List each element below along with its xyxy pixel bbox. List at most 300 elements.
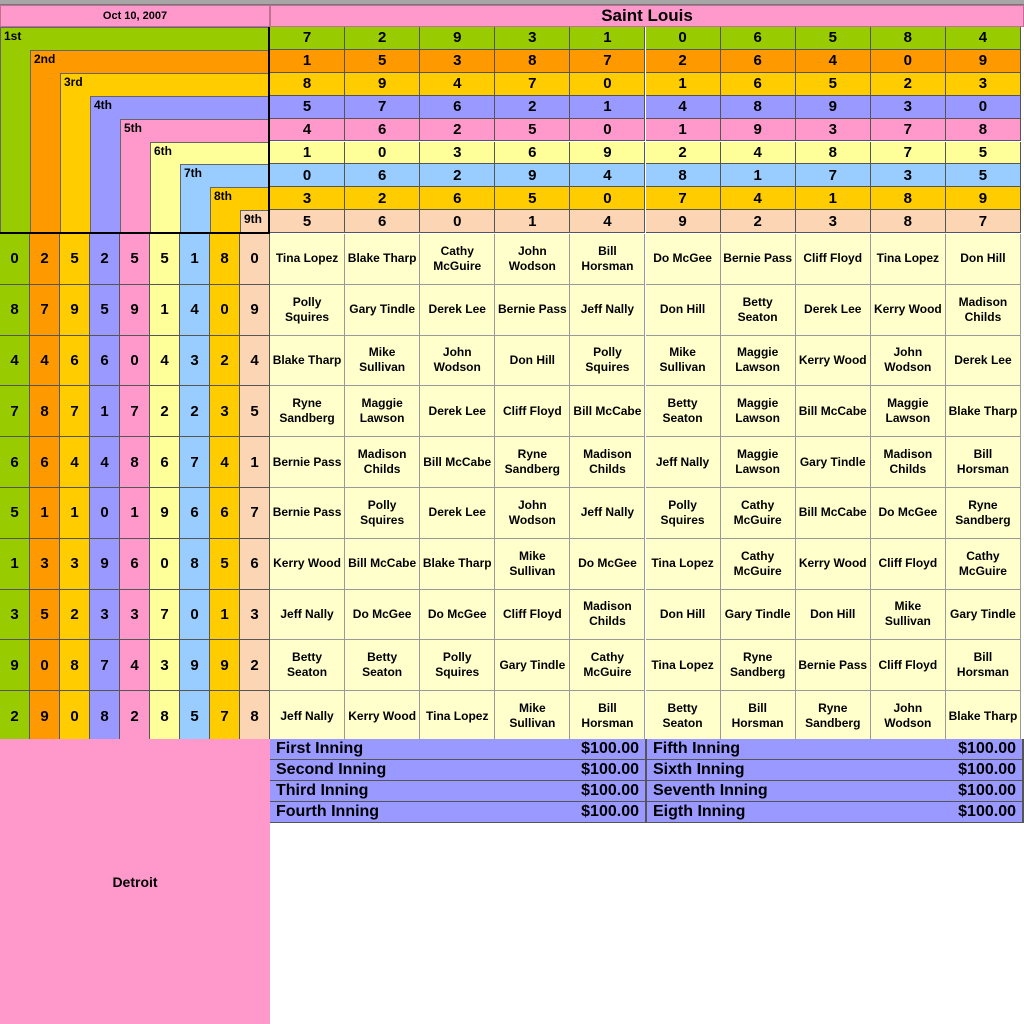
top-number-cell: 4 bbox=[721, 142, 796, 165]
top-number-cell: 4 bbox=[570, 164, 645, 187]
side-number-cell: 4 bbox=[0, 336, 30, 387]
side-number-cell: 7 bbox=[150, 590, 180, 641]
square-name-cell[interactable]: Gary Tindle bbox=[946, 590, 1021, 641]
square-name-cell[interactable]: Don Hill bbox=[946, 234, 1021, 285]
top-number-cell: 1 bbox=[570, 96, 645, 119]
square-name-cell[interactable]: Maggie Lawson bbox=[871, 386, 946, 437]
side-number-cell: 8 bbox=[60, 640, 90, 691]
square-name-cell[interactable]: Jeff Nally bbox=[270, 691, 345, 742]
side-number-cell: 1 bbox=[30, 488, 60, 539]
prize-label: Fifth Inning bbox=[653, 740, 741, 757]
side-number-cell: 9 bbox=[150, 488, 180, 539]
square-name-cell[interactable]: Bill Horsman bbox=[946, 437, 1021, 488]
square-name-cell[interactable]: Kerry Wood bbox=[871, 285, 946, 336]
side-number-cell: 1 bbox=[0, 539, 30, 590]
prize-row bbox=[270, 760, 647, 781]
prize-label: First Inning bbox=[276, 740, 364, 757]
top-number-cell: 5 bbox=[495, 187, 570, 210]
top-number-cell: 7 bbox=[646, 187, 721, 210]
square-name-cell[interactable]: Bill McCabe bbox=[796, 386, 871, 437]
side-number-cell: 9 bbox=[180, 640, 210, 691]
side-number-cell: 4 bbox=[30, 336, 60, 387]
square-name-cell[interactable]: Bernie Pass bbox=[270, 488, 345, 539]
top-number-cell: 2 bbox=[721, 210, 796, 233]
side-number-cell: 5 bbox=[90, 285, 120, 336]
side-number-cell: 1 bbox=[120, 488, 150, 539]
top-number-cell: 6 bbox=[495, 142, 570, 165]
side-number-cell: 6 bbox=[180, 488, 210, 539]
square-name-cell[interactable]: Jeff Nally bbox=[570, 488, 645, 539]
side-number-cell: 6 bbox=[120, 539, 150, 590]
side-number-cell: 8 bbox=[240, 691, 270, 742]
top-number-cell: 7 bbox=[796, 164, 871, 187]
square-name-cell[interactable]: Bill McCabe bbox=[420, 437, 495, 488]
square-name-cell[interactable]: Bill Horsman bbox=[570, 234, 645, 285]
side-number-cell: 5 bbox=[210, 539, 240, 590]
square-name-cell[interactable]: Bill Horsman bbox=[721, 691, 796, 742]
square-name-cell[interactable]: Derek Lee bbox=[420, 285, 495, 336]
top-number-cell: 9 bbox=[495, 164, 570, 187]
side-number-cell: 4 bbox=[210, 437, 240, 488]
top-number-cell: 2 bbox=[420, 119, 495, 142]
square-name-cell[interactable]: Madison Childs bbox=[570, 437, 645, 488]
top-number-cell: 5 bbox=[796, 73, 871, 96]
top-number-cell: 1 bbox=[570, 27, 645, 50]
top-number-cell: 8 bbox=[871, 210, 946, 233]
side-number-cell: 1 bbox=[60, 488, 90, 539]
prize-row bbox=[270, 739, 647, 760]
square-name-cell[interactable]: Mike Sullivan bbox=[345, 336, 420, 387]
side-number-cell: 1 bbox=[90, 386, 120, 437]
top-number-cell: 3 bbox=[796, 119, 871, 142]
top-number-cell: 1 bbox=[646, 119, 721, 142]
side-number-cell: 5 bbox=[150, 234, 180, 285]
side-number-cell: 9 bbox=[240, 285, 270, 336]
side-number-cell: 5 bbox=[30, 590, 60, 641]
square-name-cell[interactable]: Maggie Lawson bbox=[721, 336, 796, 387]
square-name-cell[interactable]: Jeff Nally bbox=[646, 437, 721, 488]
inning-label: 5th bbox=[124, 120, 142, 135]
top-number-cell: 9 bbox=[946, 50, 1021, 73]
square-name-cell[interactable]: Cathy McGuire bbox=[946, 539, 1021, 590]
square-name-cell[interactable]: Jeff Nally bbox=[270, 590, 345, 641]
square-name-cell[interactable]: Ryne Sandberg bbox=[270, 386, 345, 437]
square-name-cell[interactable]: Derek Lee bbox=[420, 386, 495, 437]
top-number-cell: 3 bbox=[871, 96, 946, 119]
top-number-cell: 1 bbox=[495, 210, 570, 233]
side-number-cell: 5 bbox=[240, 386, 270, 437]
square-name-cell[interactable]: Blake Tharp bbox=[270, 336, 345, 387]
top-number-cell: 2 bbox=[495, 96, 570, 119]
square-name-cell[interactable]: Ryne Sandberg bbox=[946, 488, 1021, 539]
top-number-cell: 2 bbox=[646, 142, 721, 165]
side-number-cell: 2 bbox=[90, 234, 120, 285]
side-number-cell: 7 bbox=[240, 488, 270, 539]
square-name-cell[interactable]: Tina Lopez bbox=[871, 234, 946, 285]
square-name-cell[interactable]: Do McGee bbox=[570, 539, 645, 590]
square-name-cell[interactable]: Gary Tindle bbox=[721, 590, 796, 641]
side-number-cell: 8 bbox=[30, 386, 60, 437]
top-number-cell: 2 bbox=[345, 27, 420, 50]
square-name-cell[interactable]: Kerry Wood bbox=[796, 539, 871, 590]
square-name-cell[interactable]: Bernie Pass bbox=[796, 640, 871, 691]
top-number-cell: 9 bbox=[796, 96, 871, 119]
square-name-cell[interactable]: Blake Tharp bbox=[345, 234, 420, 285]
square-name-cell[interactable]: Maggie Lawson bbox=[345, 386, 420, 437]
top-number-cell: 3 bbox=[946, 73, 1021, 96]
side-number-cell: 6 bbox=[30, 437, 60, 488]
side-number-cell: 1 bbox=[180, 234, 210, 285]
side-team-name: Detroit bbox=[0, 739, 270, 1024]
square-name-cell[interactable]: Mike Sullivan bbox=[495, 691, 570, 742]
top-number-cell: 5 bbox=[796, 27, 871, 50]
side-number-cell: 7 bbox=[210, 691, 240, 742]
prize-label: Seventh Inning bbox=[653, 782, 768, 799]
square-name-cell[interactable]: Cliff Floyd bbox=[495, 386, 570, 437]
square-name-cell[interactable]: Gary Tindle bbox=[796, 437, 871, 488]
top-number-cell: 6 bbox=[345, 210, 420, 233]
top-number-cell: 4 bbox=[420, 73, 495, 96]
square-name-cell[interactable]: Ryne Sandberg bbox=[495, 437, 570, 488]
side-number-cell: 4 bbox=[90, 437, 120, 488]
square-name-cell[interactable]: John Wodson bbox=[495, 234, 570, 285]
prize-row bbox=[647, 739, 1024, 760]
top-number-cell: 0 bbox=[270, 164, 345, 187]
side-number-cell: 6 bbox=[0, 437, 30, 488]
square-name-cell[interactable]: Derek Lee bbox=[420, 488, 495, 539]
side-number-cell: 0 bbox=[90, 488, 120, 539]
prize-label: Eigth Inning bbox=[653, 803, 746, 820]
square-name-cell[interactable]: Jeff Nally bbox=[570, 285, 645, 336]
top-number-cell: 5 bbox=[270, 96, 345, 119]
square-name-cell[interactable]: Polly Squires bbox=[646, 488, 721, 539]
square-name-cell[interactable]: Bill Horsman bbox=[946, 640, 1021, 691]
top-number-cell: 8 bbox=[871, 27, 946, 50]
top-number-cell: 9 bbox=[646, 210, 721, 233]
top-number-cell: 6 bbox=[420, 187, 495, 210]
inning-label: 8th bbox=[214, 189, 232, 204]
side-number-cell: 8 bbox=[150, 691, 180, 742]
square-name-cell[interactable]: Do McGee bbox=[420, 590, 495, 641]
top-number-cell: 7 bbox=[871, 142, 946, 165]
side-number-cell: 4 bbox=[180, 285, 210, 336]
square-name-cell[interactable]: Blake Tharp bbox=[946, 691, 1021, 742]
square-name-cell[interactable]: Madison Childs bbox=[345, 437, 420, 488]
top-number-cell: 0 bbox=[345, 142, 420, 165]
square-name-cell[interactable]: Cliff Floyd bbox=[871, 640, 946, 691]
square-name-cell[interactable]: Don Hill bbox=[646, 285, 721, 336]
side-number-cell: 7 bbox=[180, 437, 210, 488]
top-number-cell: 2 bbox=[646, 50, 721, 73]
top-number-cell: 8 bbox=[495, 50, 570, 73]
square-name-cell[interactable]: Bill McCabe bbox=[796, 488, 871, 539]
square-name-cell[interactable]: Derek Lee bbox=[946, 336, 1021, 387]
side-number-cell: 3 bbox=[240, 590, 270, 641]
square-name-cell[interactable]: Polly Squires bbox=[270, 285, 345, 336]
side-number-cell: 0 bbox=[180, 590, 210, 641]
side-number-cell: 0 bbox=[60, 691, 90, 742]
top-number-cell: 2 bbox=[420, 164, 495, 187]
top-number-cell: 4 bbox=[646, 96, 721, 119]
square-name-cell[interactable]: Betty Seaton bbox=[345, 640, 420, 691]
square-name-cell[interactable]: Betty Seaton bbox=[646, 386, 721, 437]
top-number-cell: 5 bbox=[946, 164, 1021, 187]
square-name-cell[interactable]: Don Hill bbox=[495, 336, 570, 387]
side-number-cell: 3 bbox=[120, 590, 150, 641]
side-number-cell: 2 bbox=[150, 386, 180, 437]
side-number-cell: 2 bbox=[180, 386, 210, 437]
side-number-cell: 3 bbox=[90, 590, 120, 641]
top-number-cell: 5 bbox=[946, 142, 1021, 165]
side-number-cell: 0 bbox=[30, 640, 60, 691]
side-number-cell: 0 bbox=[0, 234, 30, 285]
side-number-cell: 2 bbox=[30, 234, 60, 285]
side-number-cell: 4 bbox=[240, 336, 270, 387]
square-name-cell[interactable]: John Wodson bbox=[420, 336, 495, 387]
square-name-cell[interactable]: Madison Childs bbox=[946, 285, 1021, 336]
top-number-cell: 1 bbox=[270, 50, 345, 73]
side-number-cell: 5 bbox=[0, 488, 30, 539]
top-number-cell: 0 bbox=[570, 119, 645, 142]
square-name-cell[interactable]: Don Hill bbox=[796, 590, 871, 641]
square-name-cell[interactable]: Cliff Floyd bbox=[796, 234, 871, 285]
top-number-cell: 1 bbox=[796, 187, 871, 210]
square-name-cell[interactable]: Derek Lee bbox=[796, 285, 871, 336]
side-number-cell: 7 bbox=[120, 386, 150, 437]
prize-amount: $100.00 bbox=[581, 761, 639, 778]
square-name-cell[interactable]: Maggie Lawson bbox=[721, 437, 796, 488]
top-number-cell: 5 bbox=[495, 119, 570, 142]
side-number-cell: 1 bbox=[150, 285, 180, 336]
square-name-cell[interactable]: Blake Tharp bbox=[946, 386, 1021, 437]
square-name-cell[interactable]: Polly Squires bbox=[570, 336, 645, 387]
square-name-cell[interactable]: Kerry Wood bbox=[270, 539, 345, 590]
square-name-cell[interactable]: Do McGee bbox=[646, 234, 721, 285]
inning-label: 4th bbox=[94, 97, 112, 112]
top-number-cell: 7 bbox=[270, 27, 345, 50]
top-number-cell: 6 bbox=[721, 27, 796, 50]
side-number-cell: 3 bbox=[210, 386, 240, 437]
top-number-cell: 9 bbox=[420, 27, 495, 50]
top-number-cell: 7 bbox=[345, 96, 420, 119]
side-number-cell: 8 bbox=[180, 539, 210, 590]
side-number-cell: 3 bbox=[30, 539, 60, 590]
side-number-cell: 6 bbox=[60, 336, 90, 387]
side-number-cell: 9 bbox=[0, 640, 30, 691]
side-number-cell: 3 bbox=[0, 590, 30, 641]
square-name-cell[interactable]: Kerry Wood bbox=[345, 691, 420, 742]
square-name-cell[interactable]: Bernie Pass bbox=[721, 234, 796, 285]
square-name-cell[interactable]: John Wodson bbox=[495, 488, 570, 539]
side-number-cell: 9 bbox=[120, 285, 150, 336]
prize-row bbox=[647, 760, 1024, 781]
top-number-cell: 2 bbox=[871, 73, 946, 96]
top-number-cell: 9 bbox=[570, 142, 645, 165]
square-name-cell[interactable]: John Wodson bbox=[871, 336, 946, 387]
prize-amount: $100.00 bbox=[581, 740, 639, 757]
top-number-cell: 3 bbox=[796, 210, 871, 233]
prize-label: Second Inning bbox=[276, 761, 387, 778]
square-name-cell[interactable]: Tina Lopez bbox=[646, 640, 721, 691]
top-number-cell: 3 bbox=[420, 50, 495, 73]
top-number-cell: 9 bbox=[345, 73, 420, 96]
top-team-name: Saint Louis bbox=[270, 5, 1024, 27]
square-name-cell[interactable]: Cathy McGuire bbox=[721, 539, 796, 590]
square-name-cell[interactable]: Mike Sullivan bbox=[495, 539, 570, 590]
prize-label: Fourth Inning bbox=[276, 803, 380, 820]
square-name-cell[interactable]: Madison Childs bbox=[871, 437, 946, 488]
side-number-cell: 6 bbox=[210, 488, 240, 539]
top-number-cell: 9 bbox=[946, 187, 1021, 210]
top-number-cell: 0 bbox=[646, 27, 721, 50]
side-number-cell: 6 bbox=[240, 539, 270, 590]
square-name-cell[interactable]: Bernie Pass bbox=[495, 285, 570, 336]
square-name-cell[interactable]: Gary Tindle bbox=[495, 640, 570, 691]
top-number-cell: 8 bbox=[721, 96, 796, 119]
top-number-cell: 8 bbox=[646, 164, 721, 187]
top-number-cell: 8 bbox=[946, 119, 1021, 142]
side-number-cell: 5 bbox=[60, 234, 90, 285]
top-number-cell: 5 bbox=[345, 50, 420, 73]
side-number-cell: 9 bbox=[90, 539, 120, 590]
top-number-cell: 0 bbox=[420, 210, 495, 233]
square-name-cell[interactable]: Do McGee bbox=[345, 590, 420, 641]
inning-label: 3rd bbox=[64, 74, 83, 89]
top-number-cell: 6 bbox=[721, 73, 796, 96]
prize-amount: $100.00 bbox=[958, 803, 1016, 820]
square-name-cell[interactable]: Do McGee bbox=[871, 488, 946, 539]
side-number-cell: 0 bbox=[150, 539, 180, 590]
square-name-cell[interactable]: Cathy McGuire bbox=[570, 640, 645, 691]
square-name-cell[interactable]: Betty Seaton bbox=[270, 640, 345, 691]
side-number-cell: 9 bbox=[210, 640, 240, 691]
top-number-cell: 7 bbox=[871, 119, 946, 142]
side-number-cell: 5 bbox=[120, 234, 150, 285]
square-name-cell[interactable]: Mike Sullivan bbox=[871, 590, 946, 641]
square-name-cell[interactable]: Cliff Floyd bbox=[871, 539, 946, 590]
side-number-cell: 4 bbox=[150, 336, 180, 387]
side-number-cell: 1 bbox=[240, 437, 270, 488]
side-number-cell: 9 bbox=[60, 285, 90, 336]
side-number-cell: 7 bbox=[0, 386, 30, 437]
inning-label: 2nd bbox=[34, 51, 56, 66]
square-name-cell[interactable]: Maggie Lawson bbox=[721, 386, 796, 437]
top-number-cell: 7 bbox=[946, 210, 1021, 233]
square-name-cell[interactable]: Tina Lopez bbox=[646, 539, 721, 590]
side-number-cell: 7 bbox=[30, 285, 60, 336]
square-name-cell[interactable]: Tina Lopez bbox=[270, 234, 345, 285]
top-number-cell: 7 bbox=[570, 50, 645, 73]
prize-amount: $100.00 bbox=[581, 782, 639, 799]
square-name-cell[interactable]: Blake Tharp bbox=[420, 539, 495, 590]
side-number-cell: 4 bbox=[120, 640, 150, 691]
square-name-cell[interactable]: Cliff Floyd bbox=[495, 590, 570, 641]
top-number-cell: 2 bbox=[345, 187, 420, 210]
square-name-cell[interactable]: Polly Squires bbox=[420, 640, 495, 691]
square-name-cell[interactable]: John Wodson bbox=[871, 691, 946, 742]
square-name-cell[interactable]: Cathy McGuire bbox=[721, 488, 796, 539]
square-name-cell[interactable]: Betty Seaton bbox=[646, 691, 721, 742]
top-number-cell: 8 bbox=[871, 187, 946, 210]
side-number-cell: 1 bbox=[210, 590, 240, 641]
top-number-cell: 1 bbox=[646, 73, 721, 96]
side-number-cell: 3 bbox=[180, 336, 210, 387]
prize-row bbox=[270, 781, 647, 802]
side-number-cell: 7 bbox=[60, 386, 90, 437]
square-name-cell[interactable]: Mike Sullivan bbox=[646, 336, 721, 387]
top-number-cell: 4 bbox=[946, 27, 1021, 50]
side-number-cell: 4 bbox=[60, 437, 90, 488]
square-name-cell[interactable]: Ryne Sandberg bbox=[721, 640, 796, 691]
side-number-cell: 3 bbox=[150, 640, 180, 691]
top-number-cell: 0 bbox=[946, 96, 1021, 119]
square-name-cell[interactable]: Gary Tindle bbox=[345, 285, 420, 336]
side-number-cell: 2 bbox=[60, 590, 90, 641]
square-name-cell[interactable]: Madison Childs bbox=[570, 590, 645, 641]
square-name-cell[interactable]: Cathy McGuire bbox=[420, 234, 495, 285]
top-number-cell: 4 bbox=[270, 119, 345, 142]
square-name-cell[interactable]: Bill McCabe bbox=[345, 539, 420, 590]
inning-label: 1st bbox=[4, 29, 22, 43]
square-name-cell[interactable]: Ryne Sandberg bbox=[796, 691, 871, 742]
top-number-cell: 3 bbox=[420, 142, 495, 165]
pool-date: Oct 10, 2007 bbox=[0, 5, 270, 27]
square-name-cell[interactable]: Bill McCabe bbox=[570, 386, 645, 437]
side-number-cell: 7 bbox=[90, 640, 120, 691]
top-number-cell: 8 bbox=[796, 142, 871, 165]
top-number-cell: 1 bbox=[721, 164, 796, 187]
top-number-cell: 6 bbox=[420, 96, 495, 119]
top-number-cell: 4 bbox=[570, 210, 645, 233]
top-number-cell: 6 bbox=[345, 164, 420, 187]
square-name-cell[interactable]: Polly Squires bbox=[345, 488, 420, 539]
side-number-cell: 2 bbox=[0, 691, 30, 742]
side-number-cell: 0 bbox=[120, 336, 150, 387]
top-number-cell: 4 bbox=[796, 50, 871, 73]
side-number-cell: 0 bbox=[240, 234, 270, 285]
square-name-cell[interactable]: Bernie Pass bbox=[270, 437, 345, 488]
square-name-cell[interactable]: Tina Lopez bbox=[420, 691, 495, 742]
top-number-cell: 5 bbox=[270, 210, 345, 233]
prize-label: Third Inning bbox=[276, 782, 369, 799]
top-number-cell: 0 bbox=[570, 73, 645, 96]
prize-amount: $100.00 bbox=[958, 761, 1016, 778]
top-number-cell: 3 bbox=[495, 27, 570, 50]
inning-label: 6th bbox=[154, 143, 172, 158]
side-number-cell: 8 bbox=[210, 234, 240, 285]
side-number-cell: 2 bbox=[240, 640, 270, 691]
top-number-cell: 9 bbox=[721, 119, 796, 142]
side-number-cell: 9 bbox=[30, 691, 60, 742]
square-name-cell[interactable]: Don Hill bbox=[646, 590, 721, 641]
top-number-cell: 0 bbox=[871, 50, 946, 73]
square-name-cell[interactable]: Bill Horsman bbox=[570, 691, 645, 742]
side-number-cell: 8 bbox=[0, 285, 30, 336]
square-name-cell[interactable]: Betty Seaton bbox=[721, 285, 796, 336]
top-number-cell: 0 bbox=[570, 187, 645, 210]
top-number-cell: 1 bbox=[270, 142, 345, 165]
side-number-cell: 6 bbox=[150, 437, 180, 488]
prize-label: Sixth Inning bbox=[653, 761, 745, 778]
side-number-cell: 5 bbox=[180, 691, 210, 742]
prize-amount: $100.00 bbox=[581, 803, 639, 820]
side-number-cell: 3 bbox=[60, 539, 90, 590]
top-number-cell: 3 bbox=[871, 164, 946, 187]
square-name-cell[interactable]: Kerry Wood bbox=[796, 336, 871, 387]
side-number-cell: 8 bbox=[120, 437, 150, 488]
top-number-cell: 7 bbox=[495, 73, 570, 96]
side-number-cell: 0 bbox=[210, 285, 240, 336]
